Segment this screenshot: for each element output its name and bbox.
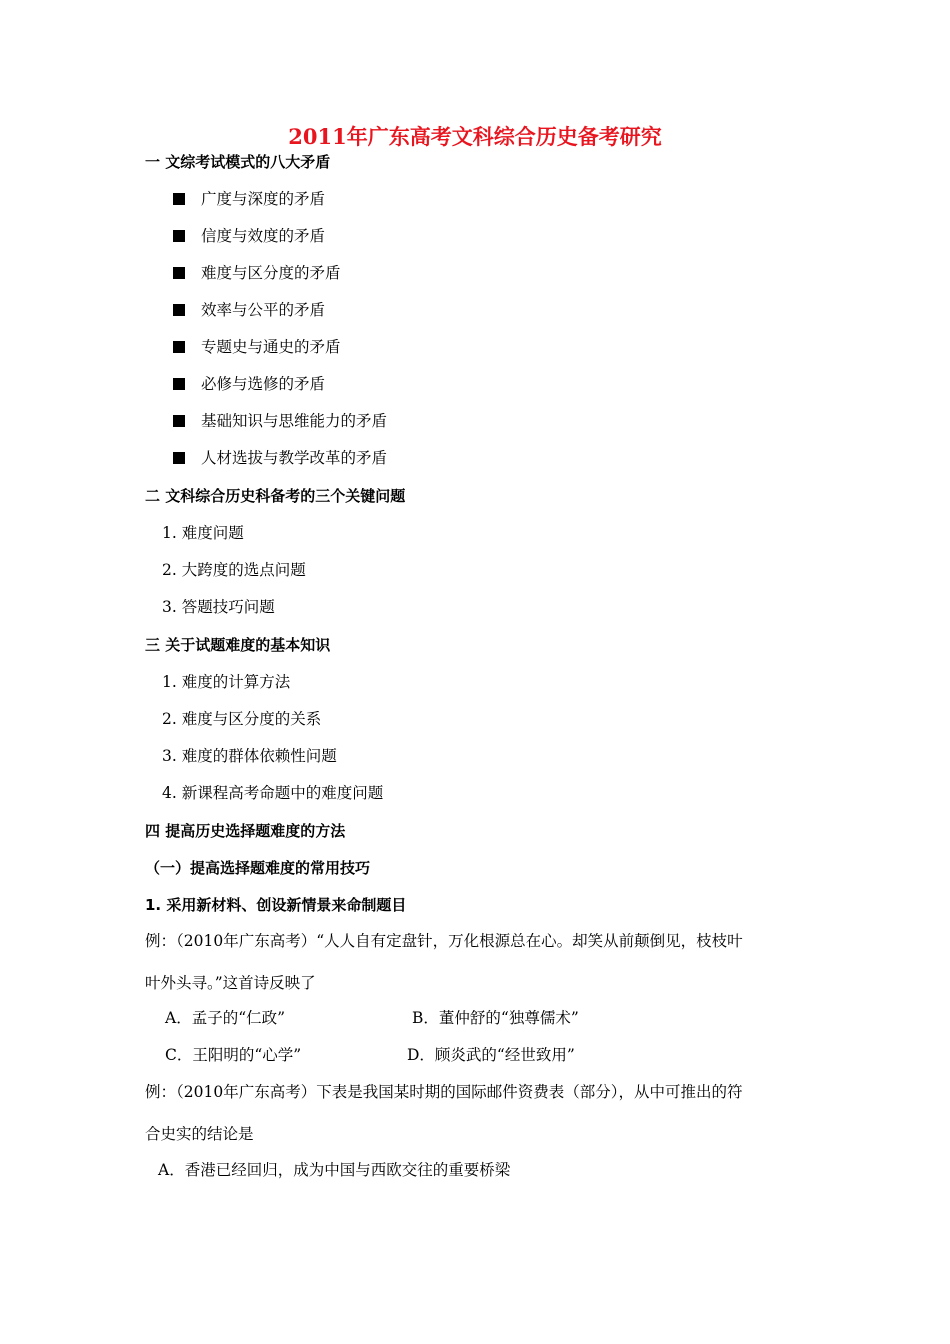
list-item: 1. 难度的计算方法 [162, 673, 291, 691]
list-item: 效率与公平的矛盾 [173, 299, 325, 321]
example-text: 例：（2010年广东高考）下表是我国某时期的国际邮件资费表（部分），从中可推出的符 [145, 1083, 743, 1101]
list-item: 2. 难度与区分度的关系 [162, 710, 322, 728]
square-bullet-icon [173, 378, 185, 390]
list-item: 基础知识与思维能力的矛盾 [173, 410, 387, 432]
option-a: A．香港已经回归，成为中国与西欧交往的重要桥梁 [158, 1161, 511, 1179]
square-bullet-icon [173, 304, 185, 316]
page-title: 2011年广东高考文科综合历史备考研究 [288, 124, 662, 149]
list-item: 人材选拔与教学改革的矛盾 [173, 447, 387, 469]
list-item: 信度与效度的矛盾 [173, 225, 325, 247]
square-bullet-icon [173, 341, 185, 353]
example-text: 例：（2010年广东高考）“人人自有定盘针，万化根源总在心。却笑从前颠倒见，枝枝叶 [145, 932, 743, 950]
list-item: 必修与选修的矛盾 [173, 373, 325, 395]
square-bullet-icon [173, 415, 185, 427]
option-b: B．董仲舒的“独尊儒术” [412, 1009, 579, 1027]
option-c: C．王阳明的“心学” [165, 1046, 302, 1064]
list-item: 难度与区分度的矛盾 [173, 262, 341, 284]
option-a: A．孟子的“仁政” [165, 1009, 286, 1027]
square-bullet-icon [173, 452, 185, 464]
section-heading-4: 四 提高历史选择题难度的方法 [145, 822, 346, 840]
list-item: 2. 大跨度的选点问题 [162, 561, 306, 579]
section-heading-2: 二 文科综合历史科备考的三个关键问题 [145, 487, 406, 505]
list-item: 4. 新课程高考命题中的难度问题 [162, 784, 384, 802]
point-heading: 1. 采用新材料、创设新情景来命制题目 [145, 896, 407, 914]
square-bullet-icon [173, 193, 185, 205]
example-text: 叶外头寻。”这首诗反映了 [145, 974, 316, 992]
list-item: 专题史与通史的矛盾 [173, 336, 341, 358]
list-item: 3. 答题技巧问题 [162, 598, 275, 616]
section-heading-1: 一 文综考试模式的八大矛盾 [145, 153, 331, 171]
square-bullet-icon [173, 230, 185, 242]
example-text: 合史实的结论是 [145, 1125, 254, 1143]
list-item: 1. 难度问题 [162, 524, 244, 542]
section-heading-3: 三 关于试题难度的基本知识 [145, 636, 331, 654]
option-d: D．顾炎武的“经世致用” [407, 1046, 575, 1064]
list-item: 3. 难度的群体依赖性问题 [162, 747, 337, 765]
list-item: 广度与深度的矛盾 [173, 188, 325, 210]
square-bullet-icon [173, 267, 185, 279]
subsection-heading: （一）提高选择题难度的常用技巧 [145, 859, 371, 877]
